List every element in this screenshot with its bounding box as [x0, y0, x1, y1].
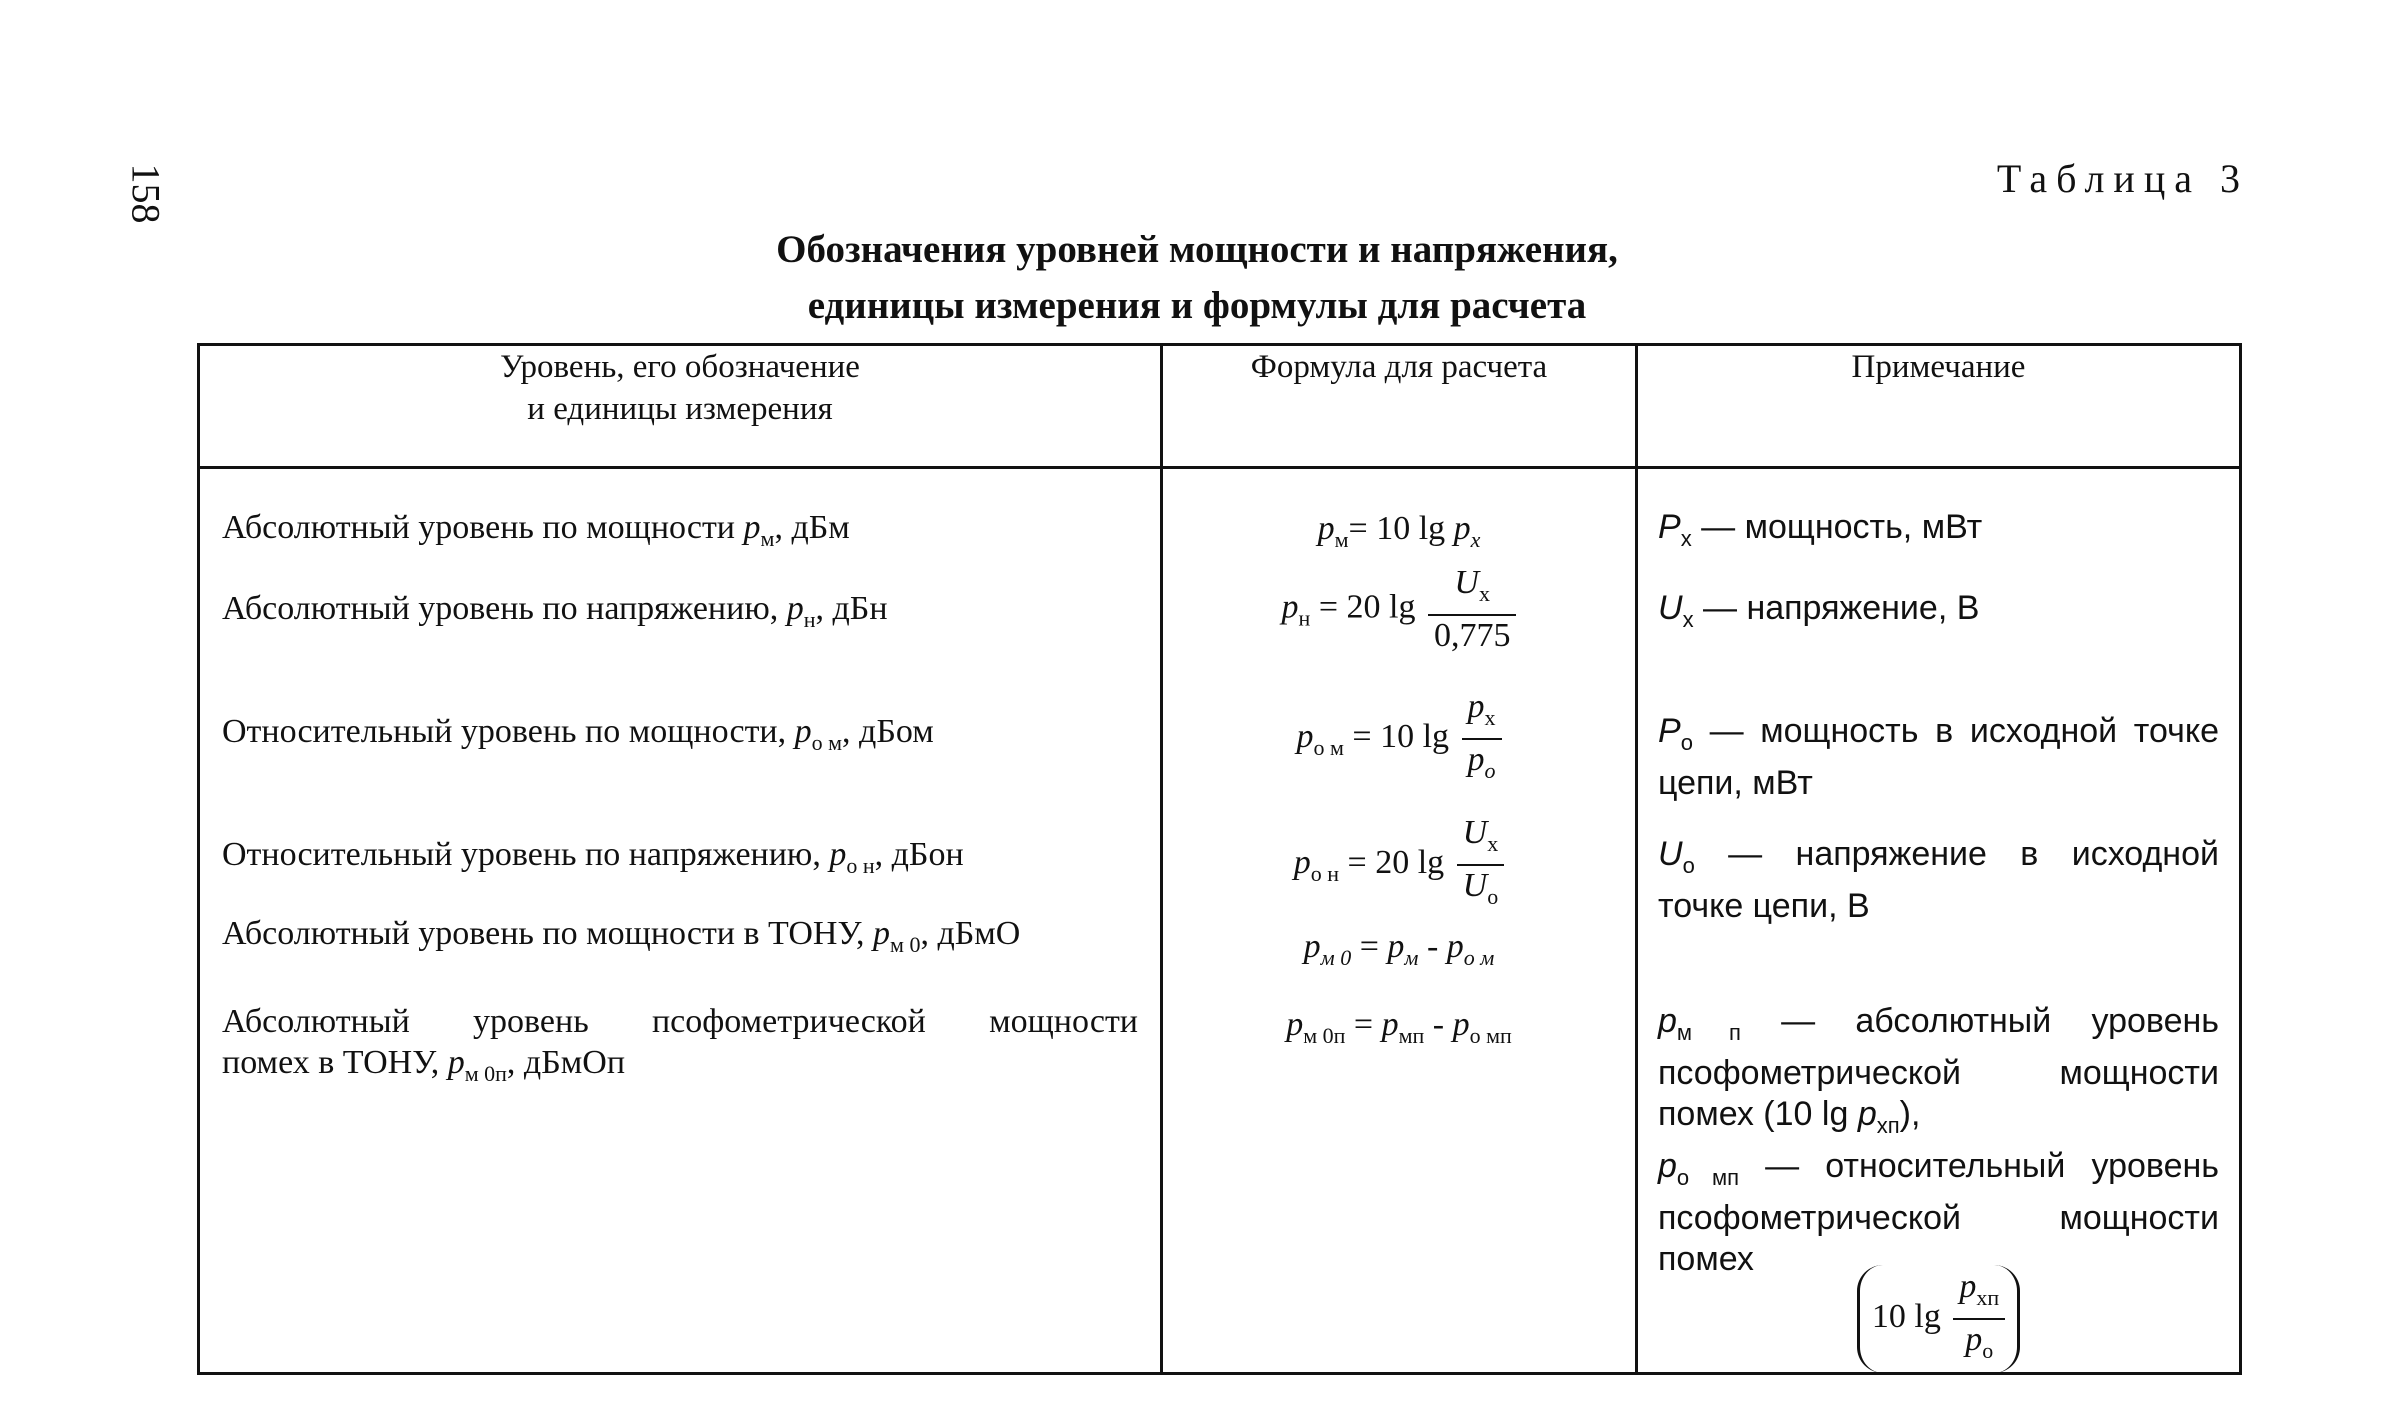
formula-column	[1162, 468, 1637, 1374]
formula-3-fraction: $\frac{p_x}{p_o}$	[1462, 689, 1502, 789]
note-row-4: $U_o$ — напряжение в исходной точке цепи, В	[1658, 835, 2219, 925]
note-row-3: $P_o$ — мощность в исходной точке цепи, мВт	[1658, 712, 2219, 802]
table-header-row	[199, 345, 2241, 468]
header-level-line-2: и единицы измерения	[527, 391, 833, 427]
level-row-1: Абсолютный уровень по мощности $p_м$, дБм	[222, 509, 850, 551]
header-level-line-1: Уровень, его обозначение	[500, 349, 860, 385]
level-row-6	[222, 1001, 1138, 1094]
title-line-2: единицы измерения и формулы для расчета	[807, 284, 1587, 327]
level-row-2: Абсолютный уровень по напряжению, $p_н$, дБн	[222, 590, 888, 632]
formula-row-4: $p_{о н} = 20$ lg $\frac{U_x}{U_o}$	[1163, 815, 1635, 915]
formula-row-6: $p_{м 0п} = p_{мп} - p_{о мп}$	[1286, 1006, 1512, 1048]
header-level	[199, 345, 1162, 468]
formula-row-2: $p_н = 20$ lg $\frac{U_x}{0,775}$	[1163, 565, 1635, 654]
formula-2-fraction: $\frac{U_x}{0,775}$	[1428, 565, 1517, 654]
levels-table	[197, 343, 2242, 1375]
formula-row-3: $p_{о м} = 10$ lg $\frac{p_x}{p_o}$	[1163, 689, 1635, 789]
formula-row-1: $p_м= 10$ $\lg p_x$	[1317, 510, 1481, 552]
note-column	[1637, 468, 2241, 1374]
note-row-2: $U_x$ — напряжение, В	[1658, 589, 1980, 632]
level-row-6-line-2: помех в ТОНУ, $p_{м 0п}$, дБмОп	[222, 1044, 626, 1086]
formula-4-fraction: $\frac{U_x}{U_o}$	[1457, 815, 1505, 915]
page-number: 158	[123, 163, 169, 224]
level-row-6-line-1: Абсолютный уровень псофометрической мощности	[222, 1003, 1138, 1040]
levels-column	[199, 468, 1162, 1374]
note-row-6: $p_{м п}$ — абсолютный уровень псофометрической мощности помех (10 $\lg p_{хп}$), $p_{о мп}$ — относительный уровень псофометрической мощности помех	[1658, 1002, 2219, 1278]
note-row-1: $P_x$ — мощность, мВт	[1658, 508, 1983, 551]
header-note: Примечание	[1637, 345, 2241, 468]
title-line-1: Обозначения уровней мощности и напряжения,	[776, 228, 1618, 271]
level-row-5: Абсолютный уровень по мощности в ТОНУ, $p_{м 0}$, дБмО	[222, 915, 1021, 957]
level-row-3: Относительный уровень по мощности, $p_{о м}$, дБом	[222, 713, 934, 755]
table-label: Таблица 3	[1996, 156, 2249, 201]
paren-fraction: $\frac{p_{хп}}{p_о}$	[1953, 1269, 2005, 1369]
header-formula: Формула для расчета	[1162, 345, 1637, 468]
formula-row-5: $p_{м 0} = p_м - p_{о м}$	[1303, 928, 1495, 970]
note-paren-formula: 10 lg $\frac{p_{хп}}{p_о}$	[1638, 1265, 2239, 1373]
level-row-4: Относительный уровень по напряжению, $p_{о н}$, дБон	[222, 836, 964, 878]
table-title	[0, 222, 2394, 334]
table-body-row	[199, 468, 2241, 1374]
